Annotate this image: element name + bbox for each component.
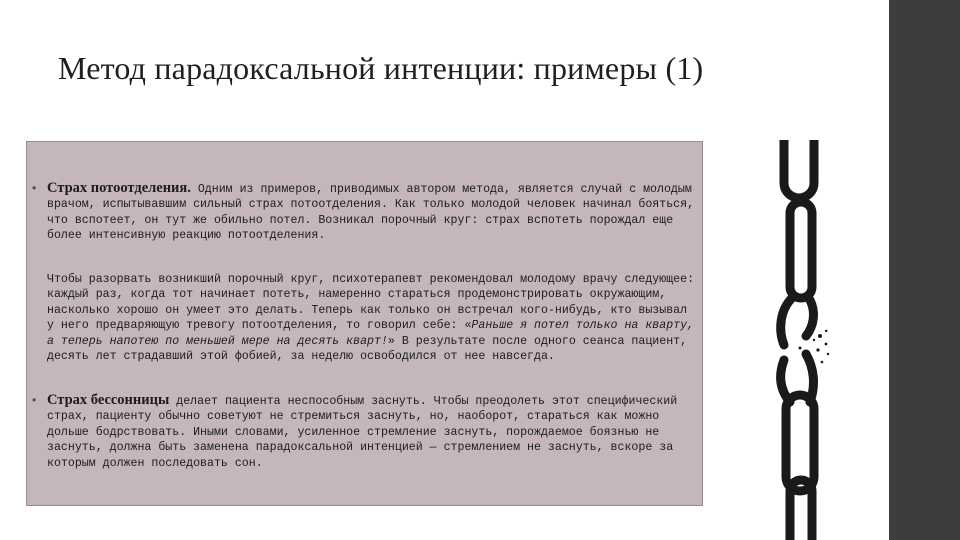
item-lead-insomnia: Страх бессонницы	[47, 392, 170, 408]
chain-link-top	[784, 140, 814, 198]
content-box	[26, 141, 703, 506]
text-before-quote: Чтобы разорвать возникший порочный круг, психотерапевт рекомендовал молодому врачу следующее: каждый раз, когда тот начинает потеть, намеренно стараться продемонстрировать окружающим, насколько хорошо он умеет это делать. Теперь как только он встречал кого-нибудь, кто вызывал у него предваряющую тревогу потоотделения, то говорил себе: «	[47, 273, 695, 333]
item-text-sweating: Одним из примеров, приводимых автором метода, является случай с молодым врачом, испытывавшим сильный страх потоотделения. Как только молодой человек начинал бояться, что вспотеет, он тут же обильно потел. Возникал порочный круг: страх вспотеть порождал еще более интенсивную реакцию потоотделения.	[47, 183, 695, 243]
item-lead-sweating: Страх потоотделения.	[47, 180, 191, 196]
chain-link-broken-top	[781, 298, 814, 345]
bullet-item-sweating	[32, 180, 695, 244]
paragraph-sweating	[47, 181, 695, 244]
item-text-insomnia: делает пациента неспособным заснуть. Чтобы преодолеть этот специфический страх, пациенту обычно советуют не стремиться заснуть, но, наоборот, стараться как можно дольше бодрствовать. Иными словами, усиленное стремление заснуть, порождаемое боязнью не заснуть, должна быть заменена парадоксальной интенцией — стремлением не заснуть, вскоре за которым должен последовать сон.	[47, 395, 678, 470]
right-sidebar-bar	[889, 0, 960, 540]
bullet-item-insomnia	[32, 392, 695, 471]
text-after-quote: » В результате после одного сеанса пациент, десять лет страдавший этой фобией, за неделю освободился от нее навсегда.	[47, 334, 688, 364]
chain-link-upper	[790, 202, 812, 298]
broken-chain-image	[770, 140, 850, 540]
paragraph-sweating-continued	[47, 272, 695, 364]
bullet-marker: •	[32, 393, 37, 407]
paragraph-insomnia	[47, 393, 695, 471]
bullet-marker: •	[32, 181, 37, 195]
slide-title: Метод парадоксальной интенции: примеры (1)	[58, 50, 704, 86]
quote-text: Раньше я потел только на кварту, а теперь напотею по меньшей мере на десять кварт!	[47, 319, 695, 348]
